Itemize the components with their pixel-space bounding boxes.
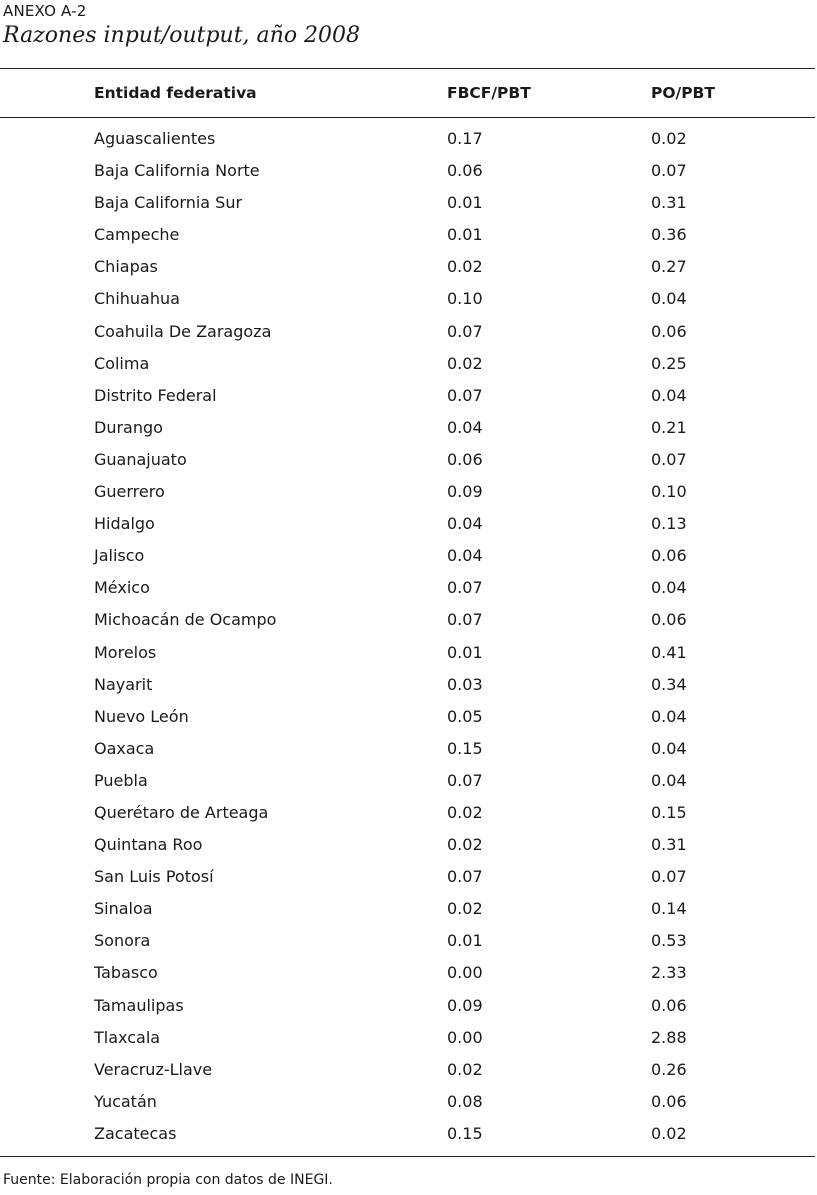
table-row <box>0 544 815 576</box>
cell-fbcf-pbt: 0.04 <box>447 546 483 566</box>
cell-po-pbt: 0.15 <box>651 802 687 822</box>
cell-po-pbt: 2.33 <box>651 963 687 983</box>
table-row <box>0 769 815 801</box>
table-row <box>0 801 815 833</box>
cell-po-pbt: 0.13 <box>651 514 687 534</box>
cell-fbcf-pbt: 0.01 <box>447 225 483 245</box>
table-row <box>0 480 815 512</box>
header-entidad: Entidad federativa <box>94 84 257 102</box>
table-row <box>0 737 815 769</box>
cell-po-pbt: 0.06 <box>651 610 687 630</box>
cell-entidad: Quintana Roo <box>94 835 203 855</box>
cell-fbcf-pbt: 0.07 <box>447 578 483 598</box>
cell-po-pbt: 0.27 <box>651 257 687 277</box>
table-top-rule <box>0 68 815 69</box>
cell-fbcf-pbt: 0.07 <box>447 321 483 341</box>
table-row <box>0 576 815 608</box>
cell-fbcf-pbt: 0.02 <box>447 899 483 919</box>
cell-fbcf-pbt: 0.17 <box>447 129 483 148</box>
cell-entidad: San Luis Potosí <box>94 867 214 887</box>
annex-title: Razones input/output, año 2008 <box>3 23 361 48</box>
cell-po-pbt: 0.31 <box>651 193 687 213</box>
cell-po-pbt: 0.06 <box>651 1091 687 1111</box>
cell-entidad: Chiapas <box>94 257 158 277</box>
cell-po-pbt: 0.02 <box>651 129 687 148</box>
cell-entidad: Tlaxcala <box>94 1027 161 1047</box>
cell-entidad: Querétaro de Arteaga <box>94 802 269 822</box>
cell-po-pbt: 0.31 <box>651 835 687 855</box>
cell-fbcf-pbt: 0.09 <box>447 995 483 1015</box>
cell-fbcf-pbt: 0.02 <box>447 1059 483 1079</box>
cell-fbcf-pbt: 0.15 <box>447 1123 483 1143</box>
table-row <box>0 255 815 287</box>
cell-fbcf-pbt: 0.07 <box>447 610 483 630</box>
table-row <box>0 994 815 1026</box>
table-row <box>0 1058 815 1090</box>
cell-entidad: Campeche <box>94 225 180 245</box>
cell-po-pbt: 0.04 <box>651 385 687 405</box>
table-row <box>0 608 815 640</box>
cell-po-pbt: 0.25 <box>651 353 687 373</box>
cell-fbcf-pbt: 0.02 <box>447 835 483 855</box>
cell-fbcf-pbt: 0.01 <box>447 642 483 662</box>
cell-po-pbt: 0.34 <box>651 674 687 694</box>
cell-po-pbt: 0.04 <box>651 289 687 309</box>
cell-entidad: Veracruz-Llave <box>94 1059 213 1079</box>
cell-entidad: Aguascalientes <box>94 129 216 148</box>
table-row <box>0 833 815 865</box>
cell-fbcf-pbt: 0.07 <box>447 770 483 790</box>
header-rule <box>0 117 815 118</box>
cell-po-pbt: 0.04 <box>651 706 687 726</box>
cell-fbcf-pbt: 0.00 <box>447 963 483 983</box>
cell-po-pbt: 0.06 <box>651 995 687 1015</box>
header-po-pbt: PO/PBT <box>651 84 715 102</box>
header-fbcf-pbt: FBCF/PBT <box>447 84 531 102</box>
cell-po-pbt: 0.53 <box>651 931 687 951</box>
table-row <box>0 673 815 705</box>
cell-po-pbt: 0.04 <box>651 578 687 598</box>
cell-po-pbt: 0.02 <box>651 1123 687 1143</box>
cell-entidad: Tabasco <box>94 963 158 983</box>
table-row <box>0 705 815 737</box>
table-row <box>0 1090 815 1122</box>
table-row <box>0 512 815 544</box>
cell-po-pbt: 2.88 <box>651 1027 687 1047</box>
source-note: Fuente: Elaboración propia con datos de INEGI. <box>3 1172 333 1188</box>
cell-po-pbt: 0.41 <box>651 642 687 662</box>
cell-entidad: Jalisco <box>94 546 145 566</box>
cell-po-pbt: 0.14 <box>651 899 687 919</box>
cell-fbcf-pbt: 0.01 <box>447 193 483 213</box>
cell-fbcf-pbt: 0.02 <box>447 802 483 822</box>
table-row <box>0 127 815 159</box>
cell-po-pbt: 0.06 <box>651 321 687 341</box>
table-row <box>0 223 815 255</box>
cell-fbcf-pbt: 0.04 <box>447 417 483 437</box>
cell-entidad: Oaxaca <box>94 738 155 758</box>
cell-po-pbt: 0.21 <box>651 417 687 437</box>
cell-po-pbt: 0.06 <box>651 546 687 566</box>
table-row <box>0 1122 815 1154</box>
table-row <box>0 641 815 673</box>
cell-entidad: Chihuahua <box>94 289 180 309</box>
cell-entidad: Tamaulipas <box>94 995 184 1015</box>
table-row <box>0 929 815 961</box>
cell-po-pbt: 0.07 <box>651 161 687 181</box>
cell-fbcf-pbt: 0.01 <box>447 931 483 951</box>
cell-entidad: Baja California Sur <box>94 193 243 213</box>
table-row <box>0 159 815 191</box>
annex-label: ANEXO A-2 <box>3 2 87 20</box>
cell-entidad: Baja California Norte <box>94 161 260 181</box>
table-row <box>0 320 815 352</box>
cell-entidad: Hidalgo <box>94 514 155 534</box>
table-row <box>0 448 815 480</box>
cell-fbcf-pbt: 0.10 <box>447 289 483 309</box>
cell-entidad: Colima <box>94 353 150 373</box>
cell-fbcf-pbt: 0.02 <box>447 257 483 277</box>
cell-entidad: Yucatán <box>94 1091 157 1111</box>
cell-fbcf-pbt: 0.00 <box>447 1027 483 1047</box>
table-row <box>0 961 815 993</box>
cell-fbcf-pbt: 0.07 <box>447 867 483 887</box>
table-row <box>0 865 815 897</box>
cell-fbcf-pbt: 0.06 <box>447 161 483 181</box>
table-row <box>0 897 815 929</box>
table-row <box>0 384 815 416</box>
cell-po-pbt: 0.07 <box>651 449 687 469</box>
cell-fbcf-pbt: 0.07 <box>447 385 483 405</box>
cell-po-pbt: 0.04 <box>651 770 687 790</box>
cell-entidad: Sonora <box>94 931 151 951</box>
table-body <box>0 127 815 1154</box>
table-row <box>0 352 815 384</box>
cell-entidad: México <box>94 578 150 598</box>
table-row <box>0 287 815 319</box>
cell-po-pbt: 0.26 <box>651 1059 687 1079</box>
cell-entidad: Morelos <box>94 642 157 662</box>
cell-po-pbt: 0.10 <box>651 482 687 502</box>
cell-entidad: Guerrero <box>94 482 165 502</box>
cell-entidad: Durango <box>94 417 163 437</box>
table-row <box>0 1026 815 1058</box>
cell-fbcf-pbt: 0.05 <box>447 706 483 726</box>
cell-fbcf-pbt: 0.03 <box>447 674 483 694</box>
table-bottom-rule <box>0 1156 815 1157</box>
cell-entidad: Sinaloa <box>94 899 153 919</box>
cell-entidad: Puebla <box>94 770 148 790</box>
cell-fbcf-pbt: 0.04 <box>447 514 483 534</box>
cell-entidad: Michoacán de Ocampo <box>94 610 277 630</box>
cell-entidad: Nayarit <box>94 674 153 694</box>
cell-fbcf-pbt: 0.06 <box>447 449 483 469</box>
cell-fbcf-pbt: 0.08 <box>447 1091 483 1111</box>
cell-po-pbt: 0.04 <box>651 738 687 758</box>
cell-fbcf-pbt: 0.15 <box>447 738 483 758</box>
cell-entidad: Nuevo León <box>94 706 189 726</box>
cell-entidad: Guanajuato <box>94 449 187 469</box>
cell-entidad: Zacatecas <box>94 1123 177 1143</box>
cell-entidad: Coahuila De Zaragoza <box>94 321 272 341</box>
table-row <box>0 191 815 223</box>
cell-po-pbt: 0.36 <box>651 225 687 245</box>
cell-fbcf-pbt: 0.09 <box>447 482 483 502</box>
cell-po-pbt: 0.07 <box>651 867 687 887</box>
table-row <box>0 416 815 448</box>
cell-entidad: Distrito Federal <box>94 385 217 405</box>
cell-fbcf-pbt: 0.02 <box>447 353 483 373</box>
